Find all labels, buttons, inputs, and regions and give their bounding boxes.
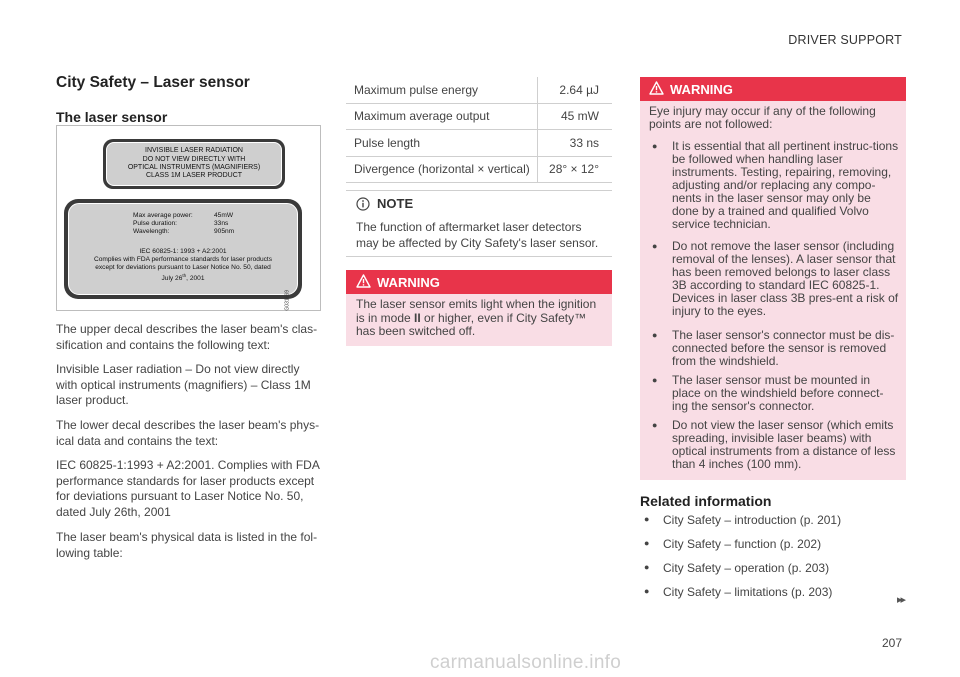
upper-decal-line: INVISIBLE LASER RADIATION	[145, 147, 243, 155]
decal-cert-line: except for deviations pursuant to Laser Notice No. 50, dated	[95, 264, 271, 271]
decal-spec-label: Pulse duration:	[133, 220, 177, 227]
bullet-icon: ●	[652, 241, 658, 251]
image-id: G031669	[285, 290, 291, 311]
paragraph: The upper decal describes the laser beam's clas-sification and contains the following text:	[56, 322, 318, 352]
bullet-icon: ●	[644, 514, 650, 524]
related-information-heading: Related information	[640, 493, 772, 509]
ignition-mode: II	[414, 310, 421, 325]
laser-sensor-heading: The laser sensor	[56, 109, 168, 125]
warning-triangle-icon	[356, 274, 371, 288]
upper-decal-line: OPTICAL INSTRUMENTS (MAGNIFIERS)	[127, 164, 261, 171]
warning-title: WARNING	[377, 275, 440, 290]
decal-certification	[69, 248, 297, 283]
table-row	[346, 77, 612, 103]
table-cell-value: 2.64 µJ	[538, 77, 612, 103]
warning-header	[640, 77, 906, 101]
paragraph: IEC 60825-1:1993 + A2:2001. Complies with FDA performance standards for laser products except for deviations pursuant to Laser Notice No. 50, dated July 26th, 2001	[56, 458, 320, 519]
warning-text: The laser sensor emits light when the ignition is in mode II or higher, even if City Safety™ has been switched off.	[356, 297, 597, 338]
bullet-icon: ●	[652, 330, 658, 340]
note-title: NOTE	[377, 196, 414, 211]
upper-decal-line: CLASS 1M LASER PRODUCT	[145, 172, 243, 180]
bullet-icon: ●	[644, 562, 650, 572]
note-box	[346, 190, 612, 257]
bullet-icon: ●	[652, 141, 658, 151]
upper-decal	[103, 139, 285, 189]
table-cell-value: 45 mW	[538, 103, 612, 130]
paragraph: Invisible Laser radiation – Do not view directly with optical instruments (magnifiers) – Class 1M laser product.	[56, 362, 311, 407]
warning-box	[346, 270, 612, 346]
next-page-arrow-icon[interactable]: ▸▸	[896, 594, 904, 606]
table-row	[346, 130, 612, 157]
info-icon	[356, 197, 370, 211]
decal-cert-date: July 26th, 2001	[161, 273, 205, 283]
laser-decal-image	[56, 125, 321, 311]
bullet-icon: ●	[652, 420, 658, 430]
section-header: DRIVER SUPPORT	[788, 33, 902, 47]
warning-intro: Eye injury may occur if any of the following points are not followed:	[649, 104, 876, 131]
table-cell-value: 33 ns	[538, 130, 612, 157]
table-row	[346, 156, 612, 183]
table-row	[346, 103, 612, 130]
warning-box-eye-injury: WARNING Eye injury may occur if any of the following points are not followed: ● It is essential that all pertinent instruc-tions be followed when handling laser instruments. Testing, repairing, removing, adjusting and/or replacing any compo-nents in the laser sensor may only be done by a trained and qualified Volvo service technician. ● Do not remove the laser sensor (including removal of the lenses). A laser sensor that has been removed belongs to laser class 3B according to standard IEC 60825-1. Devices in laser class 3B pres-ent a risk of injury to the eyes. ● The laser sensor's connector must be dis-connected before the sensor is removed from the windshield. ● The laser sensor must be mounted in place on the windshield before connect-ing the sensor's connector. ● Do not view the laser sensor (which emits spreading, invisible laser beams) with optical instruments from a distance of less than 4 inches (100 mm).	[640, 77, 906, 480]
paragraph: The laser beam's physical data is listed in the fol-lowing table:	[56, 530, 318, 560]
upper-decal-line: DO NOT VIEW DIRECTLY WITH	[142, 155, 246, 163]
table-cell-label: Maximum pulse energy	[346, 77, 538, 103]
decal-spec-value: 905nm	[214, 228, 235, 235]
table-cell-label: Pulse length	[346, 130, 538, 157]
decal-spec-label: Wavelength:	[133, 228, 170, 235]
decal-cert-line: IEC 60825-1: 1993 + A2:2001	[139, 248, 227, 255]
lower-decal	[64, 199, 302, 311]
paragraph: The lower decal describes the laser beam's phys-ical data and contains the text:	[56, 418, 320, 448]
table-cell-label: Divergence (horizontal × vertical)	[346, 156, 538, 183]
decal-spec-label: Max average power:	[133, 212, 193, 219]
page-title: City Safety – Laser sensor	[56, 74, 250, 91]
decal-spec-value: 33ns	[214, 220, 229, 227]
bullet-icon: ●	[644, 538, 650, 548]
warning-title: WARNING	[670, 82, 733, 97]
decal-spec-value: 45mW	[214, 212, 234, 219]
watermark: carmanualsonline.info	[430, 652, 622, 673]
decal-cert-line: Complies with FDA performance standards for laser products	[93, 256, 273, 263]
note-text: The function of aftermarket laser detectors may be affected by City Safety's laser sensor.	[356, 220, 599, 250]
table-cell-label: Maximum average output	[346, 103, 538, 130]
table-cell-value: 28° × 12°	[538, 156, 612, 183]
bullet-icon: ●	[644, 586, 650, 596]
page-number: 207	[881, 636, 902, 650]
bullet-icon: ●	[652, 375, 658, 385]
laser-spec-table	[346, 77, 612, 183]
warning-triangle-icon	[649, 81, 664, 95]
warning-header	[346, 270, 612, 294]
